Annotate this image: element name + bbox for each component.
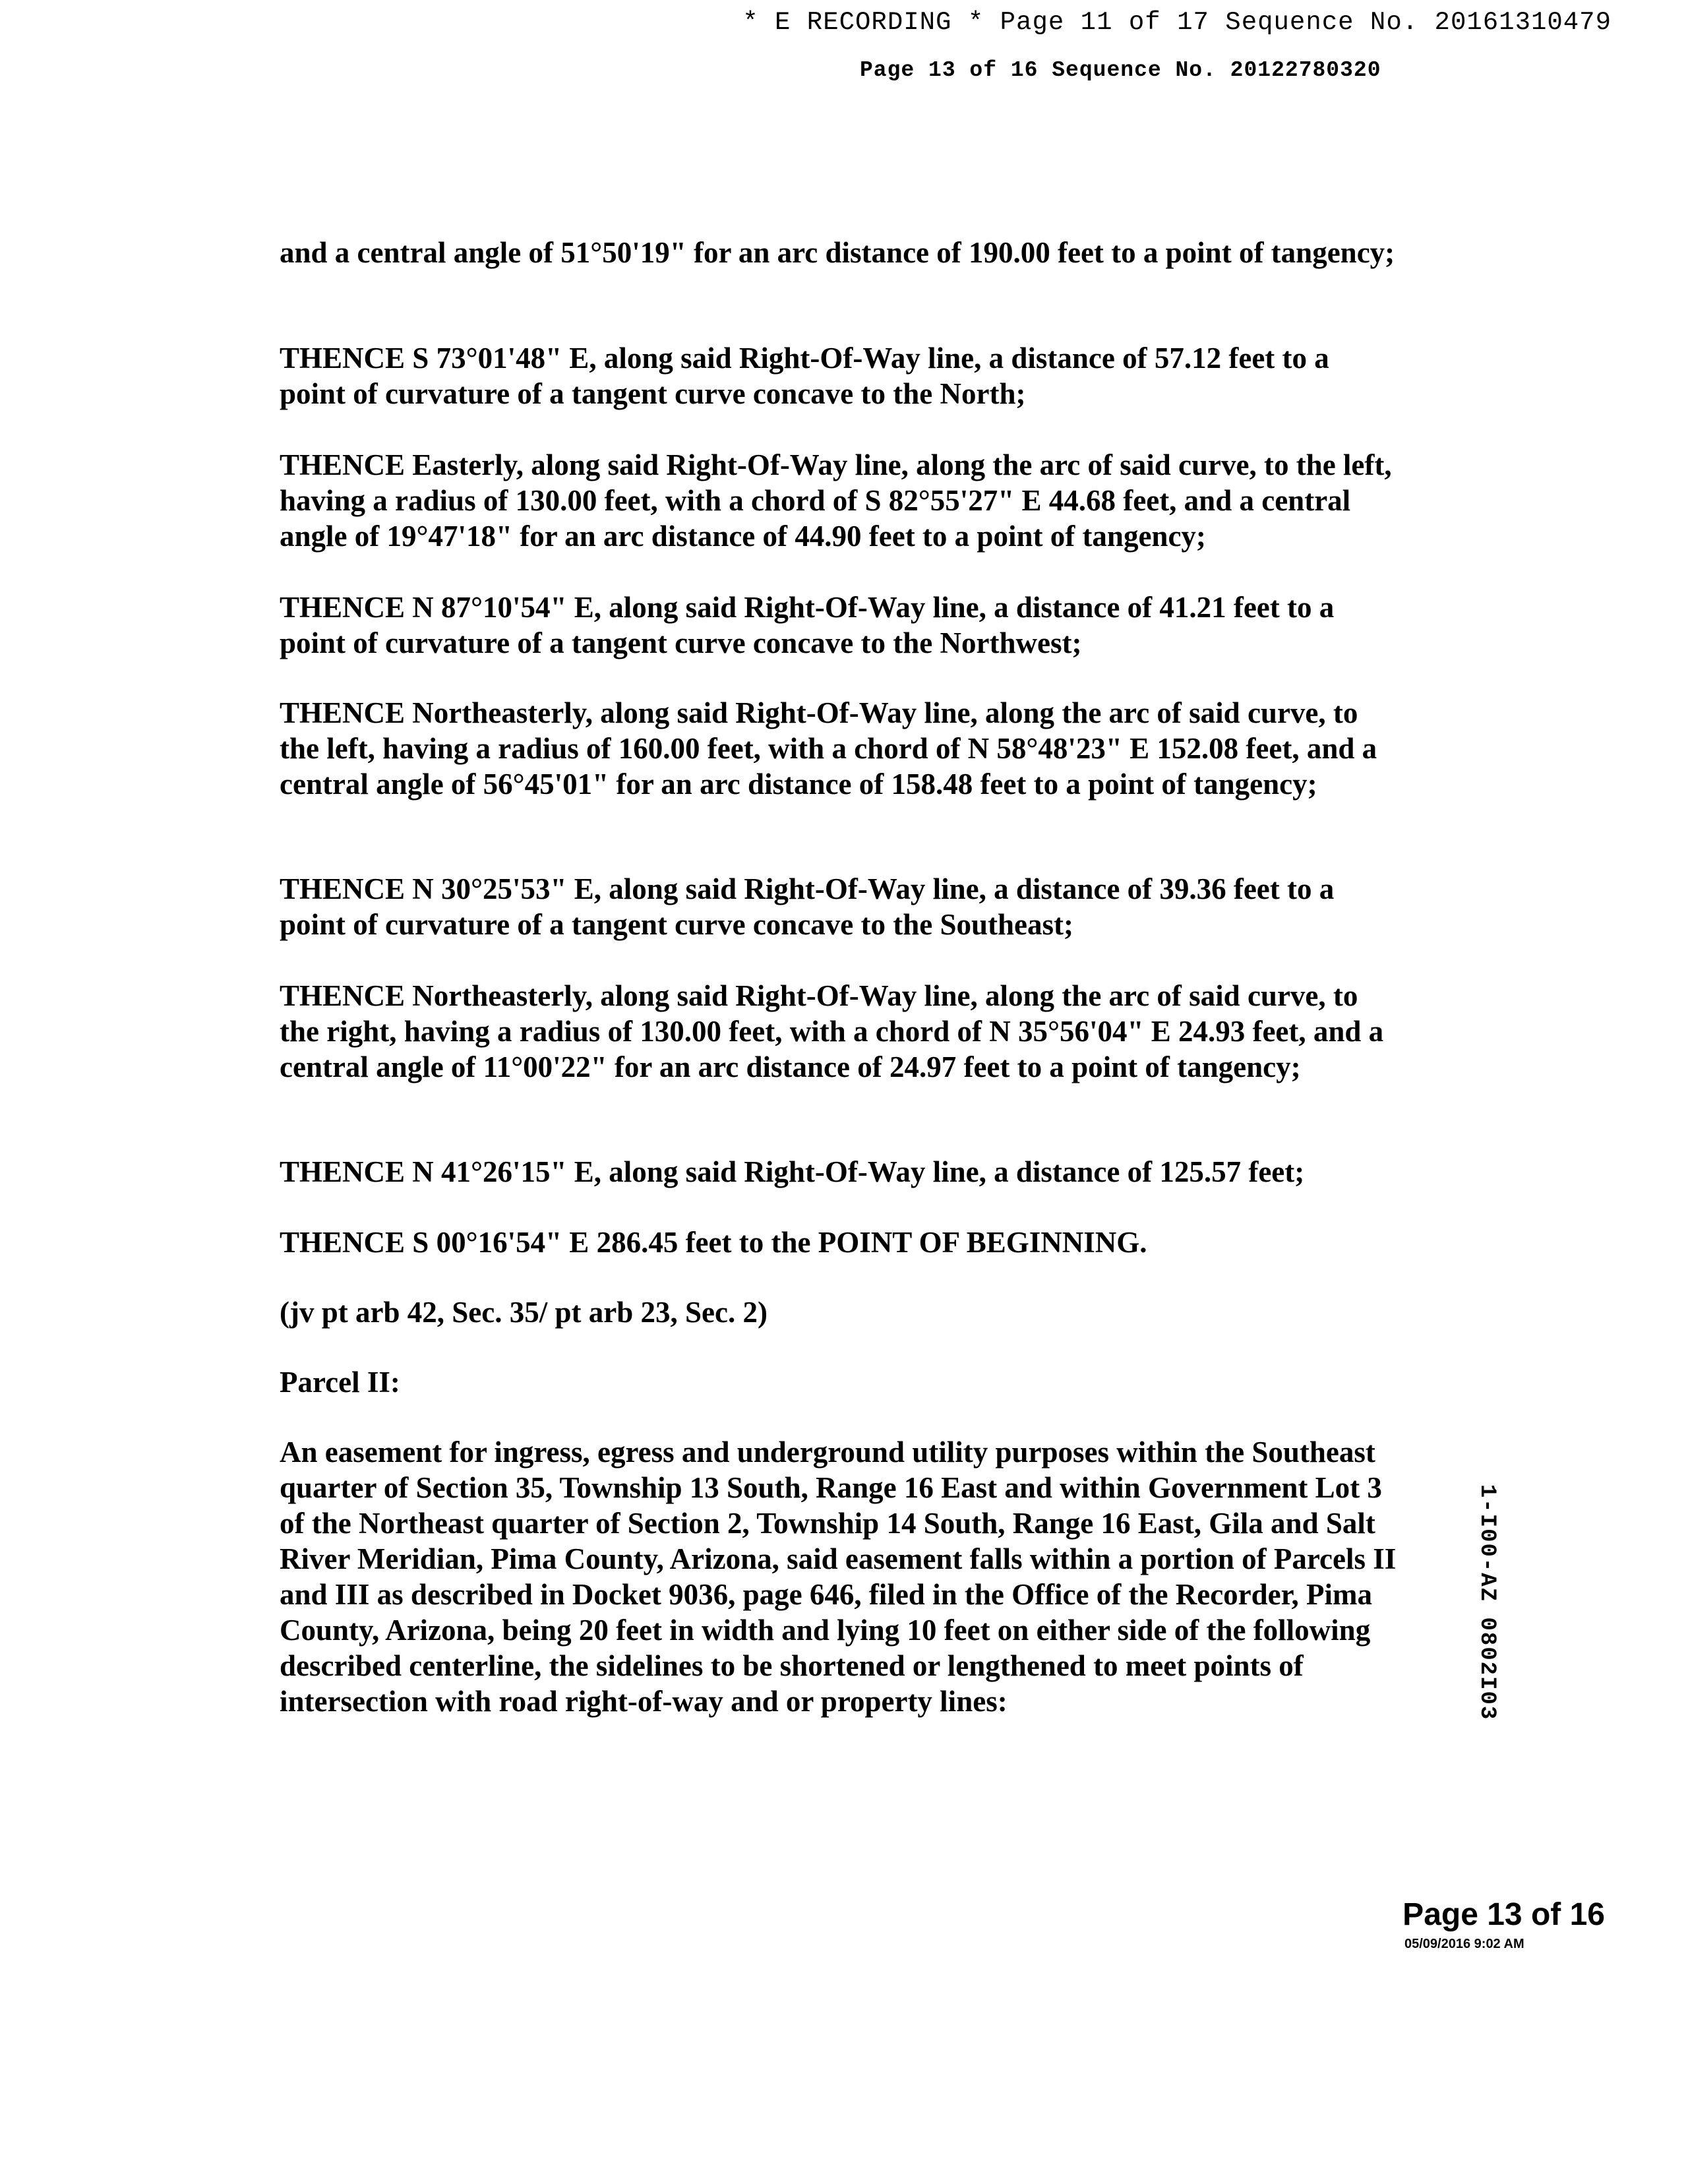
- paragraph-arc-continuation: and a central angle of 51°50'19" for an arc distance of 190.00 feet to a point of tangency;: [280, 236, 1395, 269]
- footer-page-number: Page 13 of 16: [1402, 1897, 1605, 1932]
- parcel-heading: Parcel II:: [280, 1366, 400, 1399]
- paragraph-reference-note: (jv pt arb 42, Sec. 35/ pt arb 23, Sec. 2): [280, 1296, 768, 1329]
- page-sequence-header: Page 13 of 16 Sequence No. 20122780320: [860, 58, 1381, 82]
- paragraph-thence-n30: THENCE N 30°25'53" E, along said Right-Of-Way line, a distance of 39.36 feet to a point of curvature of a tangent curve concave to the Southeast;: [280, 872, 1335, 941]
- paragraph-thence-n41: THENCE N 41°26'15" E, along said Right-Of-Way line, a distance of 125.57 feet;: [280, 1155, 1305, 1188]
- margin-stamp: 1-I00-AZ 0802I03: [1474, 1484, 1499, 1721]
- paragraph-point-of-beginning: THENCE S 00°16'54" E 286.45 feet to the POINT OF BEGINNING.: [280, 1226, 1147, 1259]
- paragraph-thence-northeasterly-right: THENCE Northeasterly, along said Right-Of-Way line, along the arc of said curve, to the right, having a radius of 130.00 feet, with a chord of N 35°56'04" E 24.93 feet, and a central angle of 11°00'22" for an arc distance of 24.97 feet to a point of tangency;: [280, 979, 1384, 1083]
- paragraph-thence-n87: THENCE N 87°10'54" E, along said Right-Of-Way line, a distance of 41.21 feet to a point of curvature of a tangent curve concave to the Northwest;: [280, 591, 1335, 659]
- footer-timestamp: 05/09/2016 9:02 AM: [1404, 1937, 1524, 1951]
- paragraph-thence-s73: THENCE S 73°01'48" E, along said Right-Of-Way line, a distance of 57.12 feet to a point of curvature of a tangent curve concave to the North;: [280, 342, 1329, 410]
- paragraph-easement-description: An easement for ingress, egress and underground utility purposes within the Southeast quarter of Section 35, Township 13 South, Range 16 East and within Government Lot 3 of the Northeast quarter of Section 2, Township 14 South, Range 16 East, Gila and Salt River Meridian, Pima County, Arizona, said easement falls within a portion of Parcels II and III as described in Docket 9036, page 646, filed in the Office of the Recorder, Pima County, Arizona, being 20 feet in width and lying 10 feet on either side of the following described centerline, the sidelines to be shortened or lengthened to meet points of intersection with road right-of-way and or property lines:: [280, 1436, 1397, 1718]
- recording-header: * E RECORDING * Page 11 of 17 Sequence No. 20161310479: [742, 8, 1612, 37]
- paragraph-thence-northeasterly-left: THENCE Northeasterly, along said Right-Of-Way line, along the arc of said curve, to the left, having a radius of 160.00 feet, with a chord of N 58°48'23" E 152.08 feet, and a central angle of 56°45'01" for an arc distance of 158.48 feet to a point of tangency;: [280, 696, 1377, 801]
- paragraph-thence-easterly: THENCE Easterly, along said Right-Of-Way line, along the arc of said curve, to the left, having a radius of 130.00 feet, with a chord of S 82°55'27" E 44.68 feet, and a central angle of 19°47'18" for an arc distance of 44.90 feet to a point of tangency;: [280, 448, 1392, 553]
